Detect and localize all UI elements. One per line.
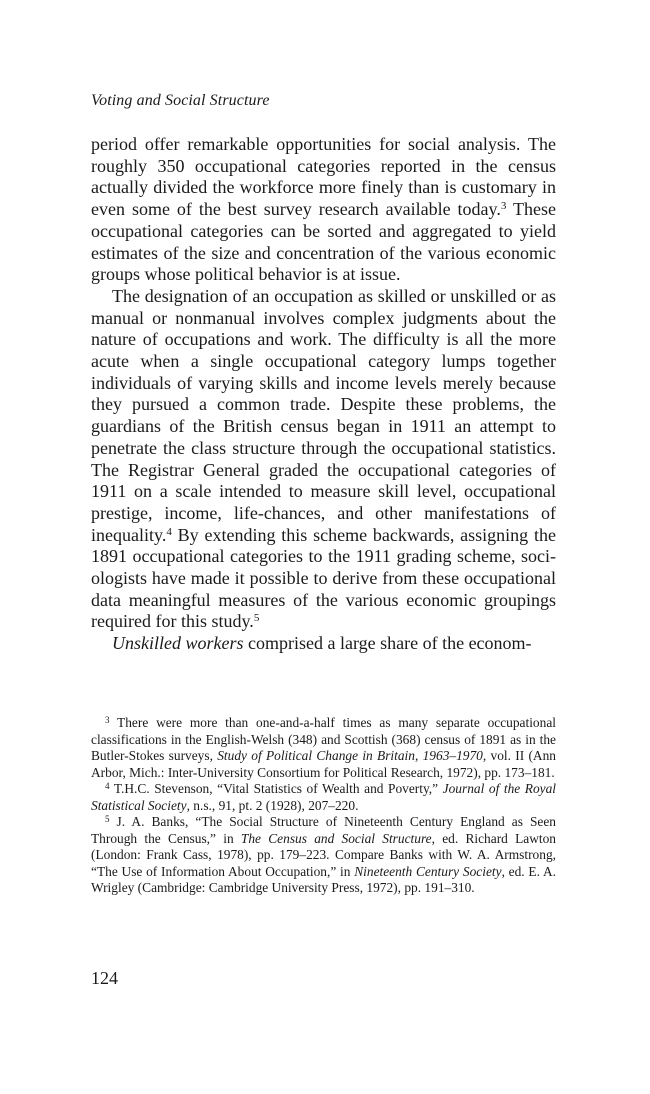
footnote-ref-3: 3 — [500, 200, 507, 213]
footnote-3-number: 3 — [105, 715, 110, 725]
footnote-ref-5: 5 — [253, 612, 260, 625]
running-head: Voting and Social Structure — [91, 92, 270, 109]
paragraph-3-text: comprised a large share of the econom- — [243, 633, 532, 654]
paragraph-1 — [91, 134, 556, 286]
footnote-4 — [91, 781, 556, 814]
footnote-3-text-b: , vol. II (Ann Arbor, Mich.: Inter-University Consortium for Political Research, 1972), pp. 173–181. — [91, 748, 556, 780]
paragraph-2-text-a: The designation of an occupation as skilled or unskilled or as manual or nonmanual involves complex judgments about the nature of occupations and work. The difficulty is all the more acute when a single occupational category lumps together individuals of varying skills and income levels merely because they pursued a common trade. Despite these problems, the guardians of the British census began in 1911 an attempt to penetrate the class structure through the occupational statistics. The Registrar General graded the occupational categories of 1911 on a scale intended to measure skill level, occupational prestige, income, life-chances, and other manifestations of inequality. — [91, 285, 556, 545]
footnote-4-text-a: T.H.C. Stevenson, “Vital Statistics of Wealth and Poverty,” — [109, 781, 443, 796]
footnote-5-title-b: Nineteenth Century Society — [354, 863, 502, 879]
footnote-5-text-b: , ed. Richard Lawton (London: Frank Cass, 1978), pp. 179–223. Compare Banks with W. A. Armstrong, “The Use of Information About Occupation,” in — [91, 830, 557, 879]
footnote-3 — [91, 715, 556, 781]
paragraph-2-text-b: By extending this scheme backwards, assigning the 1891 occupational categories to the 1911 grading scheme, sociologists have made it possible to derive from these occupational data meaningful measures of the various economic groupings required for this study. — [91, 524, 556, 632]
paragraph-2 — [91, 286, 556, 633]
footnote-4-number: 4 — [105, 781, 110, 791]
footnote-5-text-a: J. A. Banks, “The Social Structure of Nineteenth Century England as Seen Through the Census,” in — [91, 814, 556, 846]
paragraph-3-italic-lead: Unskilled workers — [112, 633, 244, 654]
paragraph-1-text-a: period offer remarkable opportunities for social analysis. The roughly 350 occupational categories reported in the census actually divided the workforce more finely than is customary in even some of the best survey research available today. — [91, 134, 556, 220]
footnote-3-text-a: There were more than one-and-a-half times as many separate occupational classifications in the English-Welsh (348) and Scottish (368) census of 1891 as in the Butler-Stokes surveys, — [91, 715, 556, 763]
paragraph-1-text-b: These occupational categories can be sorted and aggregated to yield estimates of the size and concentration of the various economic groups whose political behavior is at issue. — [91, 199, 556, 285]
footnote-ref-4: 4 — [166, 525, 172, 538]
footnote-5-number: 5 — [105, 814, 110, 824]
footnote-4-title: Journal of the Royal Statistical Society — [91, 781, 557, 813]
footnote-3-title: Study of Political Change in Britain, 1963–1970 — [217, 748, 483, 763]
page-number: 124 — [91, 968, 118, 988]
main-text — [91, 134, 556, 655]
footnote-4-text-b: , n.s., 91, pt. 2 (1928), 207–220. — [186, 797, 359, 813]
footnote-5-title-a: The Census and Social Structure — [240, 830, 432, 846]
footnote-5-text-c: , ed. E. A. Wrigley (Cambridge: Cambridge University Press, 1972), pp. 191–310. — [91, 863, 556, 895]
paragraph-3 — [91, 633, 556, 655]
footnotes — [91, 715, 556, 897]
footnote-5 — [91, 814, 556, 897]
book-page — [91, 0, 556, 1094]
